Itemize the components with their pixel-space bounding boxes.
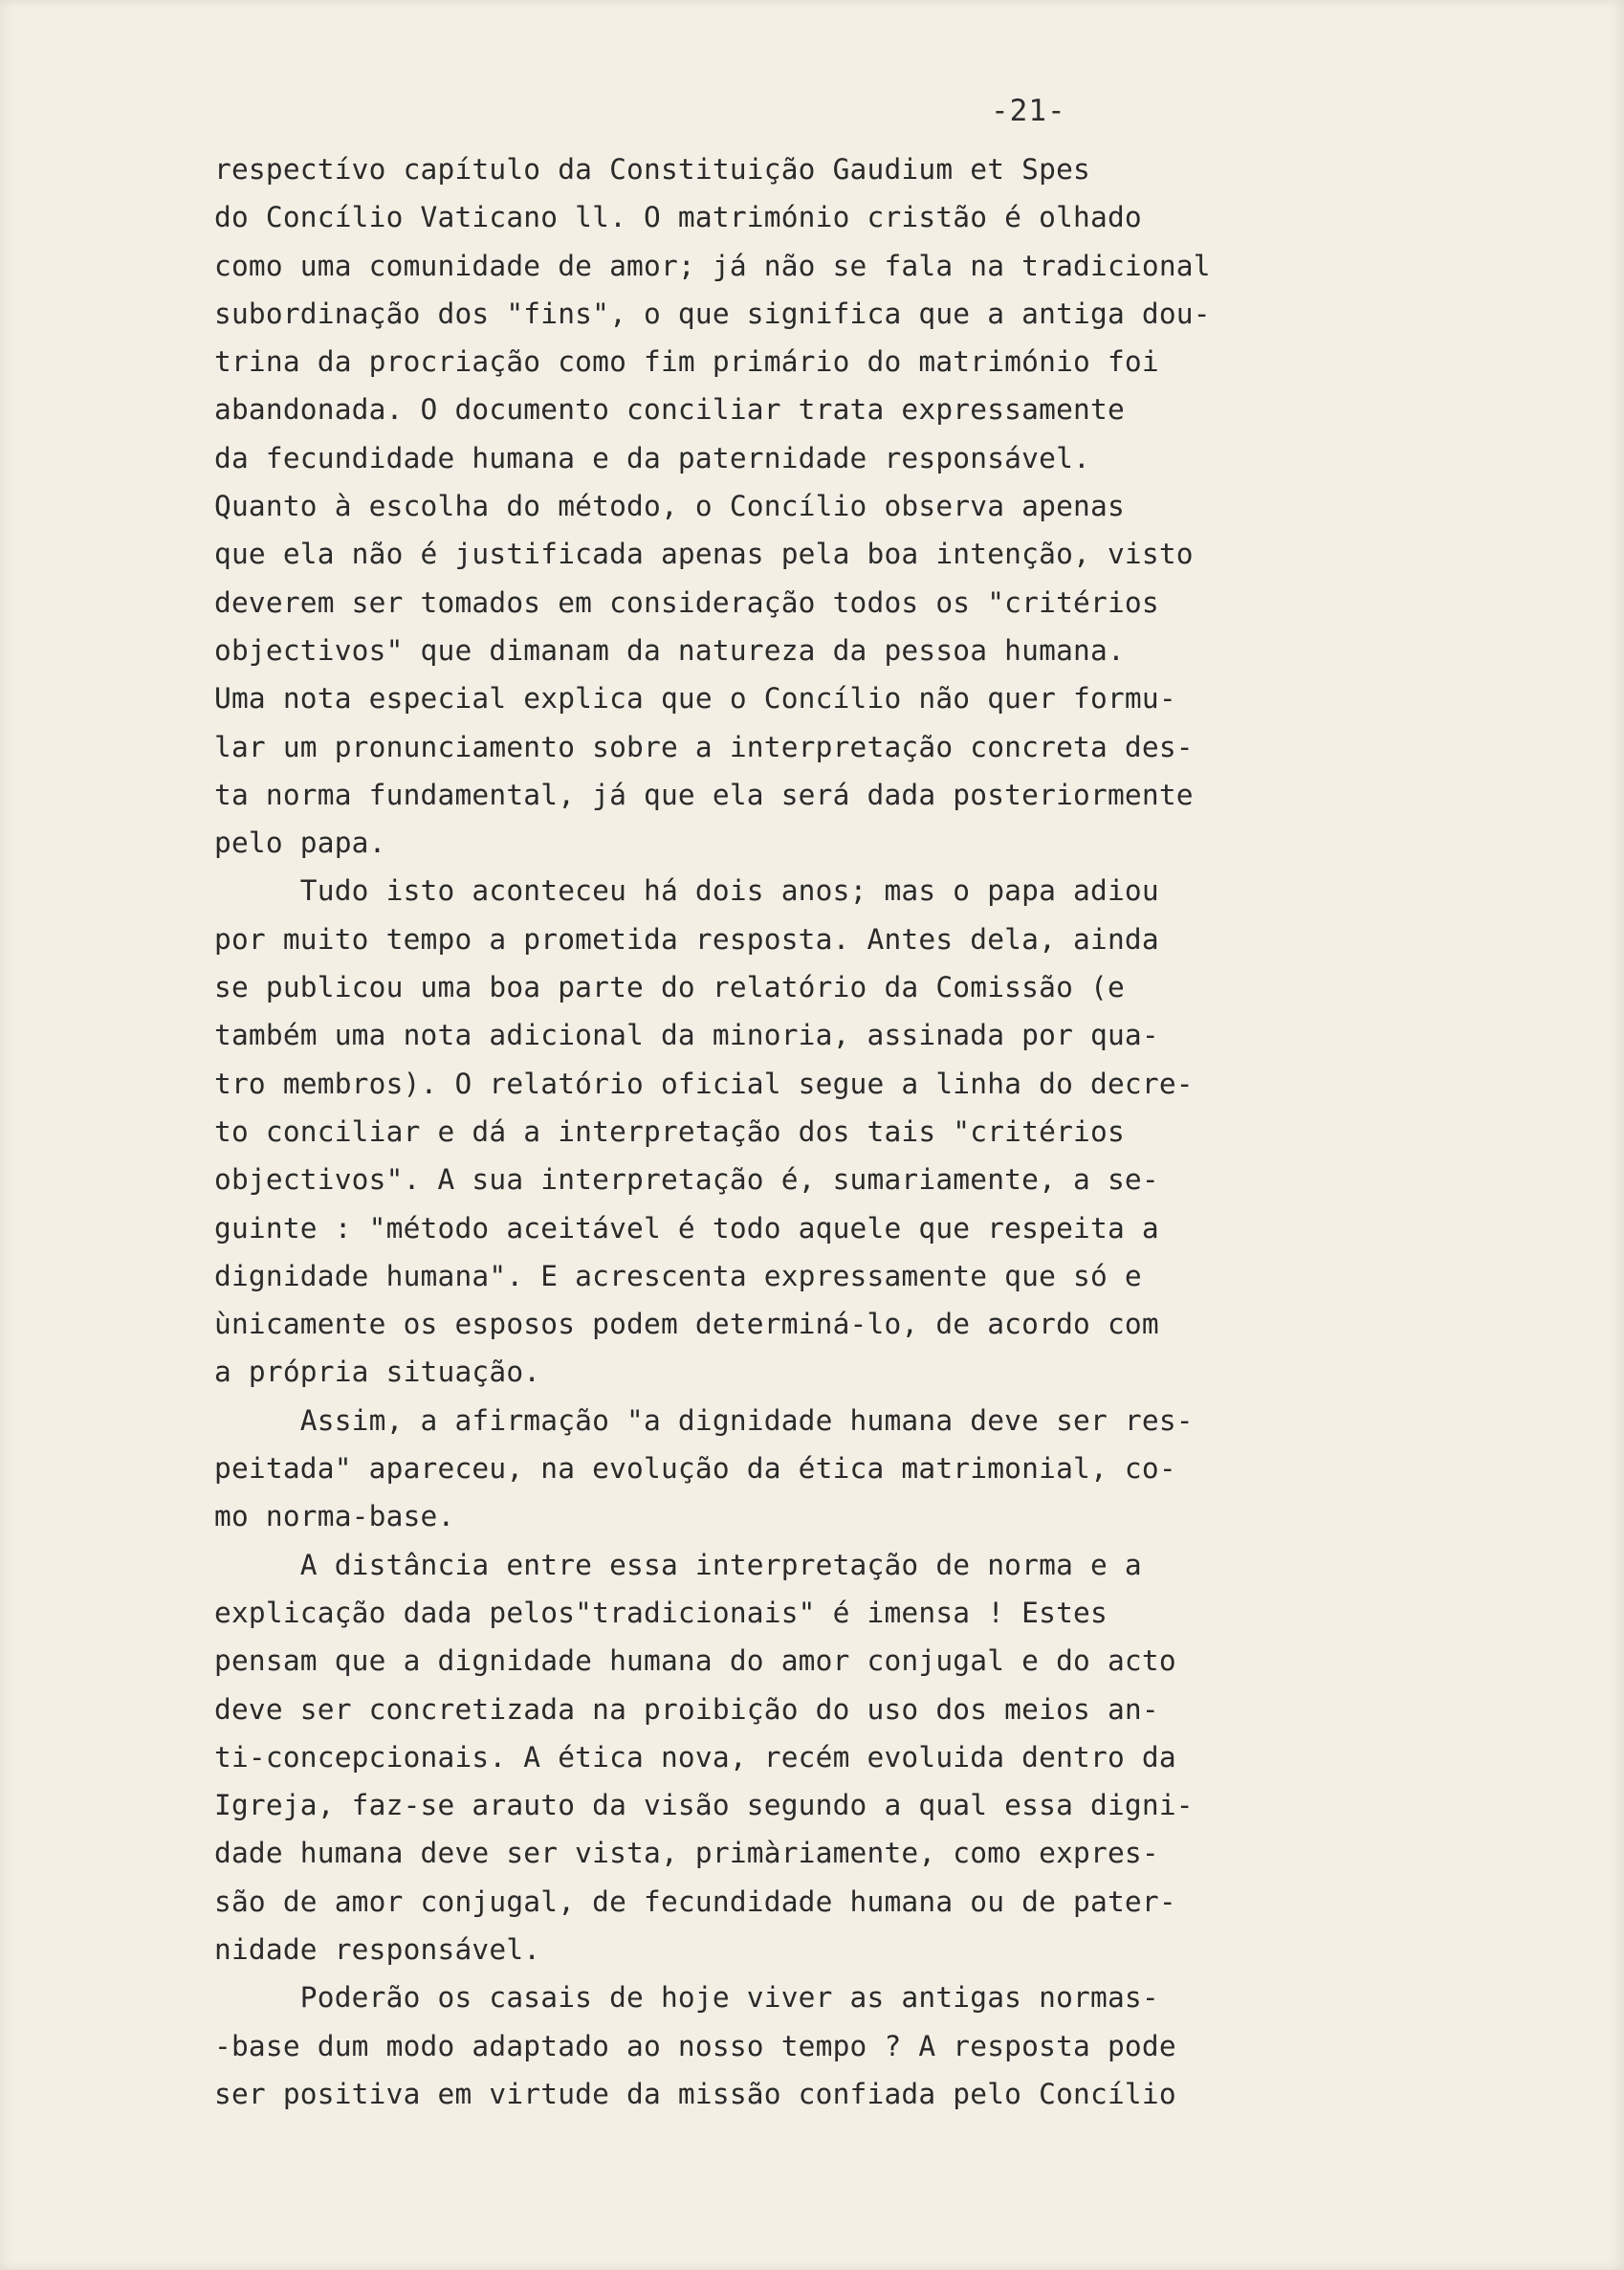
- text-line: mo norma-base.: [214, 1500, 455, 1533]
- body-text: [214, 145, 1362, 2118]
- text-line: to conciliar e dá a interpretação dos tais "critérios: [214, 1114, 1125, 1148]
- text-line: explicação dada pelos"tradicionais" é imensa ! Estes: [214, 1596, 1108, 1629]
- text-line: objectivos" que dimanam da natureza da pessoa humana.: [214, 633, 1125, 667]
- text-line: nidade responsável.: [214, 1932, 541, 1966]
- text-line: subordinação dos "fins", o que significa que a antiga dou-: [214, 297, 1211, 330]
- text-line: como uma comunidade de amor; já não se fala na tradicional: [214, 249, 1211, 282]
- text-line: pensam que a dignidade humana do amor conjugal e do acto: [214, 1644, 1176, 1678]
- text-line: a própria situação.: [214, 1355, 541, 1389]
- text-line: abandonada. O documento conciliar trata expressamente: [214, 393, 1125, 427]
- text-line: -base dum modo adaptado ao nosso tempo ? A resposta pode: [214, 2029, 1176, 2062]
- text-line: Tudo isto aconteceu há dois anos; mas o papa adiou: [214, 874, 1159, 908]
- text-line: também uma nota adicional da minoria, assinada por qua-: [214, 1019, 1159, 1052]
- text-line: deve ser concretizada na proibição do uso dos meios an-: [214, 1692, 1159, 1726]
- text-line: guinte : "método aceitável é todo aquele que respeita a: [214, 1211, 1159, 1245]
- text-line: da fecundidade humana e da paternidade responsável.: [214, 441, 1090, 474]
- text-line: deverem ser tomados em consideração todos os "critérios: [214, 585, 1159, 619]
- text-line: respectívo capítulo da Constituição Gaudium et Spes: [214, 153, 1090, 186]
- text-line: pelo papa.: [214, 826, 386, 860]
- text-line: se publicou uma boa parte do relatório da Comissão (e: [214, 971, 1125, 1004]
- text-line: Poderão os casais de hoje viver as antigas normas-: [214, 1981, 1159, 2015]
- text-line: Igreja, faz-se arauto da visão segundo a qual essa digni-: [214, 1789, 1194, 1822]
- text-line: ser positiva em virtude da missão confiada pelo Concílio: [214, 2077, 1176, 2110]
- text-line: objectivos". A sua interpretação é, sumariamente, a se-: [214, 1163, 1159, 1197]
- text-line: Assim, a afirmação "a dignidade humana deve ser res-: [214, 1403, 1194, 1437]
- text-line: ta norma fundamental, já que ela será dada posteriormente: [214, 778, 1194, 811]
- text-line: peitada" apareceu, na evolução da ética matrimonial, co-: [214, 1452, 1176, 1486]
- text-line: trina da procriação como fim primário do matrimónio foi: [214, 345, 1159, 379]
- text-line: por muito tempo a prometida resposta. Antes dela, ainda: [214, 922, 1159, 956]
- text-line: do Concílio Vaticano ll. O matrimónio cristão é olhado: [214, 201, 1142, 234]
- text-line: ti-concepcionais. A ética nova, recém evoluida dentro da: [214, 1740, 1176, 1774]
- text-line: são de amor conjugal, de fecundidade humana ou de pater-: [214, 1884, 1176, 1918]
- text-line: tro membros). O relatório oficial segue a linha do decre-: [214, 1067, 1194, 1100]
- text-line: dade humana deve ser vista, primàriamente, como expres-: [214, 1837, 1159, 1870]
- text-line: dignidade humana". E acrescenta expressamente que só e: [214, 1259, 1142, 1292]
- page-number: -21-: [991, 94, 1066, 128]
- text-line: lar um pronunciamento sobre a interpretação concreta des-: [214, 730, 1194, 763]
- text-line: ùnicamente os esposos podem determiná-lo, de acordo com: [214, 1308, 1159, 1341]
- text-line: Quanto à escolha do método, o Concílio observa apenas: [214, 490, 1125, 523]
- text-line: A distância entre essa interpretação de norma e a: [214, 1548, 1142, 1581]
- text-line: que ela não é justificada apenas pela boa intenção, visto: [214, 538, 1194, 571]
- text-line: Uma nota especial explica que o Concílio não quer formu-: [214, 682, 1176, 716]
